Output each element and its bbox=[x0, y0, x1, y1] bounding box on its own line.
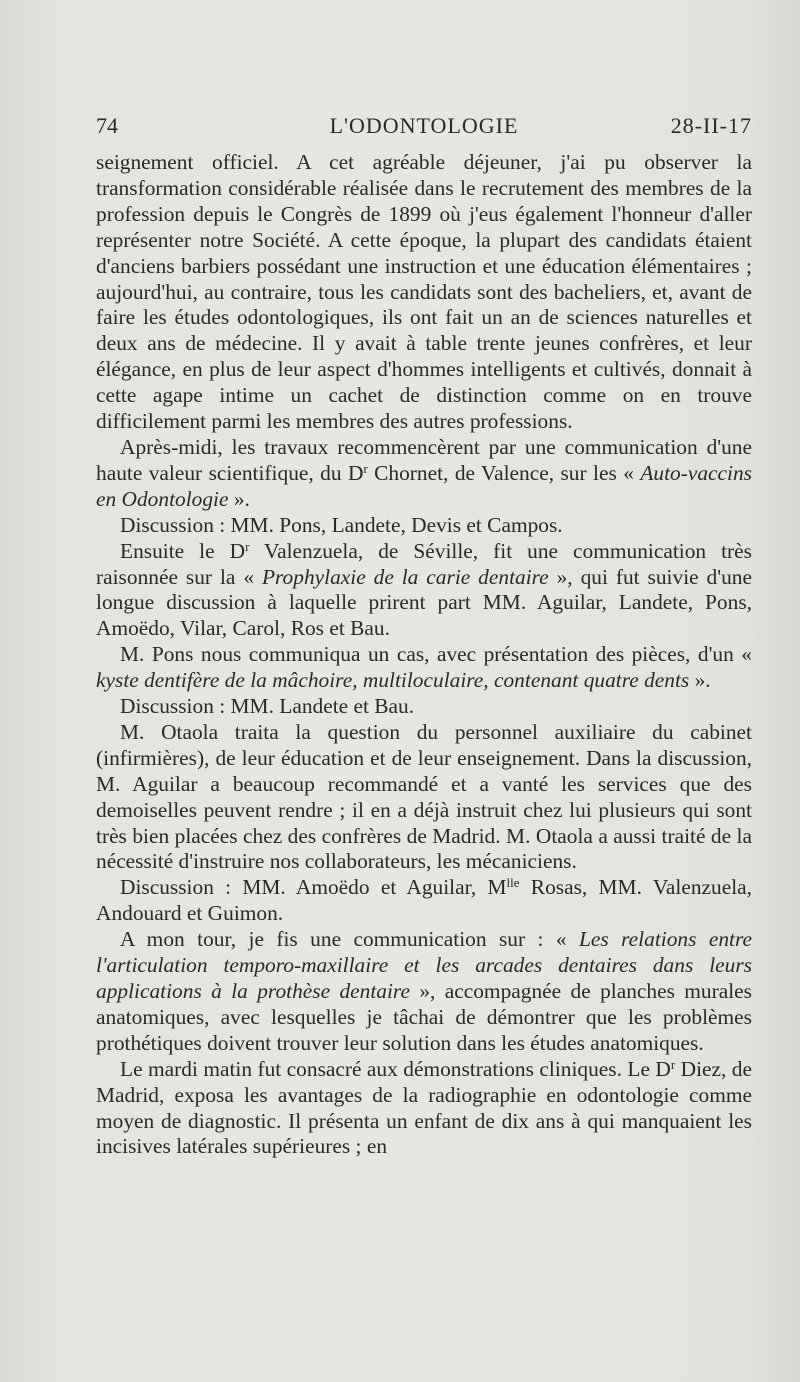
text-run: Diez, de Madrid, exposa les avantages de la radiographie en odontologie comme moyen de diagnostic. Il présenta un enfant de dix ans à qui manquaient les incisives latérales supérieures ; en bbox=[96, 1056, 752, 1159]
superscript: r bbox=[670, 1056, 676, 1072]
text-run: », qui fut suivie d'une longue discussion à laquelle prirent part MM. Aguilar, Landete, Pons, Amoëdo, Vilar, Carol, Ros et Bau. bbox=[96, 564, 752, 641]
text-run: ». bbox=[689, 668, 711, 693]
italic-title: Auto-vaccins en Odontologie bbox=[96, 460, 752, 511]
paragraph bbox=[96, 150, 752, 435]
text-run: seignement officiel. A cet agréable déjeuner, j'ai pu observer la transformation considérable réalisée dans le recrutement des membres de la profession depuis le Congrès de 1899 où j'eus également l'honneur d'aller représenter notre Société. A cette époque, la plupart des candidats étaient d'anciens barbiers possédant une instruction et une éducation élémentaires ; aujourd'hui, au contraire, tous les candidats sont des bacheliers, et, avant de faire les études odontologiques, ils ont fait un an de sciences naturelles et deux ans de médecine. Il y avait à table trente jeunes confrères, et leur élégance, en plus de leur aspect d'hommes intelligents et cultivés, donnait à cette agape intime un cachet de distinction comme on en trouve difficilement parmi les membres des autres professions. bbox=[96, 150, 752, 434]
text-run: Valenzuela, de Séville, fit une communication très raisonnée sur la « bbox=[96, 538, 752, 589]
italic-title: kyste dentifère de la mâchoire, multiloculaire, contenant quatre dents bbox=[96, 668, 690, 693]
text-run: Discussion : MM. Pons, Landete, Devis et Campos. bbox=[120, 512, 563, 537]
paragraph bbox=[96, 642, 752, 694]
paragraph bbox=[96, 927, 752, 1057]
text-run: Discussion : MM. Amoëdo et Aguilar, M bbox=[120, 875, 507, 900]
superscript: r bbox=[363, 460, 368, 476]
body-text bbox=[96, 150, 752, 1160]
journal-title: L'ODONTOLOGIE bbox=[329, 113, 519, 138]
running-header bbox=[96, 113, 752, 143]
paragraph bbox=[96, 1057, 752, 1161]
text-run: M. Otaola traita la question du personnel auxiliaire du cabinet (infirmières), de leur éducation et de leur enseignement. Dans la discussion, M. Aguilar a beaucoup recommandé et a vanté les services que des demoiselles peuvent rendre ; il en a déjà instruit chez lui plusieurs qui sont très bien placées chez des confrères de Madrid. M. Otaola a aussi traité de la nécessité d'instruire nos collaborateurs, les mécaniciens. bbox=[96, 719, 752, 874]
paragraph bbox=[96, 513, 752, 539]
paragraph bbox=[96, 539, 752, 643]
paragraph bbox=[96, 875, 752, 927]
issue-date: 28-II-17 bbox=[670, 113, 752, 138]
text-run: Ensuite le D bbox=[120, 538, 246, 563]
paragraph bbox=[96, 720, 752, 875]
text-run: Après-midi, les travaux recommencèrent par une communication d'une haute valeur scientifique, du D bbox=[96, 434, 752, 485]
paragraph bbox=[96, 435, 752, 513]
text-run: ». bbox=[228, 486, 250, 511]
text-run: Discussion : MM. Landete et Bau. bbox=[120, 694, 415, 719]
page-number: 74 bbox=[96, 113, 118, 138]
text-run: A mon tour, je fis une communication sur : « bbox=[120, 927, 580, 952]
superscript: lle bbox=[506, 875, 520, 891]
text-run: », accompagnée de planches murales anatomiques, avec lesquelles je tâchai de démontrer que les problèmes prothétiques doivent trouver leur solution dans les études anatomiques. bbox=[96, 979, 753, 1055]
superscript: r bbox=[245, 538, 250, 554]
text-run: Le mardi matin fut consacré aux démonstrations cliniques. Le D bbox=[120, 1056, 671, 1081]
text-run: Chornet, de Valence, sur les « bbox=[367, 460, 641, 485]
text-run: Rosas, MM. Valenzuela, Andouard et Guimon. bbox=[96, 875, 752, 926]
italic-title: Les relations entre l'articulation temporo-maxillaire et les arcades dentaires dans leurs applications à la prothèse dentaire bbox=[96, 927, 752, 1003]
italic-title: Prophylaxie de la carie dentaire bbox=[261, 564, 549, 589]
text-run: M. Pons nous communiqua un cas, avec présentation des pièces, d'un « bbox=[120, 642, 752, 667]
paragraph bbox=[96, 694, 752, 720]
